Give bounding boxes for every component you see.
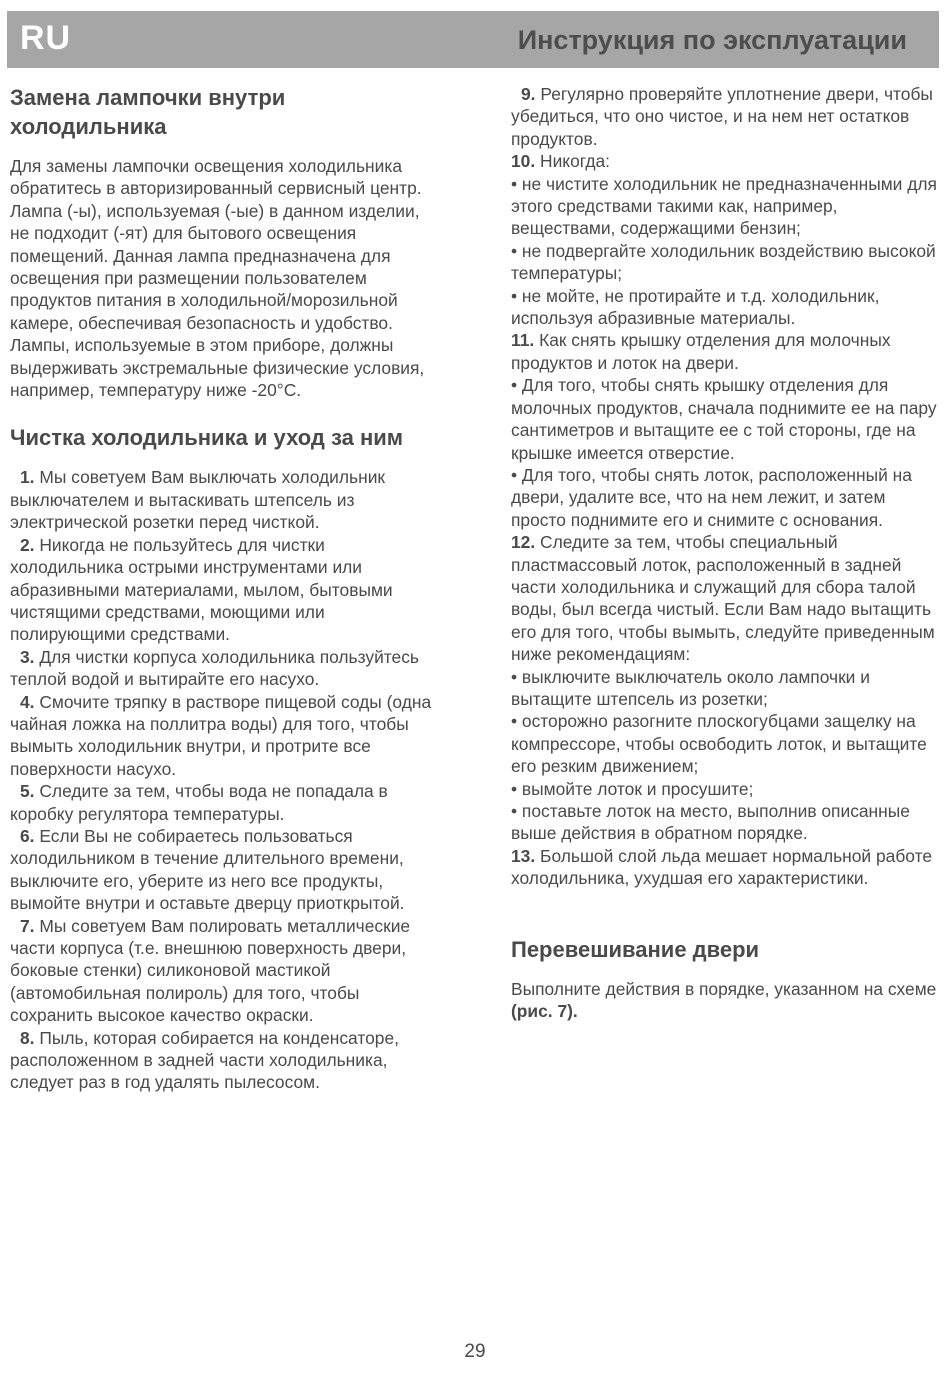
right-column (511, 83, 941, 1022)
section-title-cleaning: Чистка холодильника и уход за ним (10, 425, 404, 451)
left-column (10, 83, 442, 1094)
document-title: Инструкция по эксплуатации (517, 25, 907, 55)
bullet-item: • выключите выключатель около лампочки и вытащите штепсель из розетки; (511, 666, 870, 709)
page-header (7, 11, 939, 68)
bullet-item: • поставьте лоток на место, выполнив описанные выше действия в обратном порядке. (511, 801, 910, 844)
section-title-door: Перевешивание двери (511, 936, 760, 962)
list-item: 10. Никогда: (511, 151, 610, 172)
bullet-item: • вымойте лоток и просушите; (511, 778, 754, 799)
list-item: 8. Пыль, которая собирается на конденсаторе, расположенном в задней части холодильника, следует раз в год удалять пылесосом. (10, 1027, 399, 1093)
list-item: 1. Мы советуем Вам выключать холодильник выключателем и вытаскивать штепсель из электрической розетки перед чисткой. (10, 467, 386, 533)
list-item: 6. Если Вы не собираетесь пользоваться холодильником в течение длительного времени, выключите его, уберите из него все продукты, вымойте внутри и оставьте дверцу приоткрытой. (10, 825, 405, 914)
language-code: RU (20, 19, 72, 57)
figure-reference: (рис. 7). (511, 1001, 578, 1022)
bullet-item: • не подвергайте холодильник воздействию высокой температуры; (511, 240, 936, 284)
section-text-door: Выполните действия в порядке, указанном на схеме (рис. 7). (511, 978, 937, 1022)
list-item: 2. Никогда не пользуйтесь для чистки холодильника острыми инструментами или абразивными материалами, мылом, бытовыми чистящими средствами, моющими или полирующими средствами. (10, 534, 393, 645)
list-item: 11. Как снять крышку отделения для молочных продуктов и лоток на двери. (511, 330, 891, 373)
bullet-item: • не мойте, не протирайте и т.д. холодильник, используя абразивные материалы. (511, 285, 880, 329)
list-item: 12. Следите за тем, чтобы специальный пластмассовый лоток, расположенный в задней части холодильника и служащий для сбора талой воды, был всегда чистый. Если Вам надо вытащить его для того, чтобы вымыть, следуйте приведенным ниже рекомендациям: (511, 532, 935, 665)
list-item: 3. Для чистки корпуса холодильника пользуйтесь теплой водой и вытирайте его насухо. (10, 646, 419, 690)
bullet-item: • осторожно разогните плоскогубцами защелку на компрессоре, чтобы освободить лоток, и вытащите его резким движением; (511, 711, 927, 777)
section-text-lamp: Для замены лампочки освещения холодильника обратитесь в авторизированный сервисный центр. Лампа (-ы), используемая (-ые) в данном изделии, не подходит (-ят) для бытового освещения помещений. Данная лампа предназначена для освещения при размещении пользователем продуктов питания в холодильной/морозильной камере, обеспечивая безопасность и удобство. Лампы, используемые в этом приборе, должны выдерживать экстремальные физические условия, например, температуру ниже -20°C. (10, 156, 425, 401)
bullet-item: • Для того, чтобы снять крышку отделения для молочных продуктов, сначала поднимите ее на пару сантиметров и вытащите ее с той стороны, где на крышке имеется отверстие. (511, 375, 937, 463)
bullet-item: • Для того, чтобы снять лоток, расположенный на двери, удалите все, что на нем лежит, и затем просто поднимите его и снимите с основания. (511, 464, 912, 530)
list-item: 13. Большой слой льда мешает нормальной работе холодильника, ухудшая его характеристики. (511, 845, 933, 889)
section-title-lamp: Замена лампочки внутри холодильника (10, 85, 286, 139)
page-number: 29 (464, 1341, 486, 1362)
list-item: 7. Мы советуем Вам полировать металлические части корпуса (т.е. внешнюю поверхность двери, боковые стенки) силиконовой мастикой (автомобильная полироль) для того, чтобы сохранить высокое качество окраски. (10, 915, 411, 1026)
list-item: 4. Смочите тряпку в растворе пищевой соды (одна чайная ложка на поллитра воды) для того, чтобы вымыть холодильник внутри, и протрите все поверхности насухо. (10, 691, 432, 779)
list-item: 5. Следите за тем, чтобы вода не попадала в коробку регулятора температуры. (10, 781, 388, 824)
bullet-item: • не чистите холодильник не предназначенными для этого средствами такими как, например, веществами, содержащими бензин; (511, 173, 937, 239)
list-item: 9. Регулярно проверяйте уплотнение двери, чтобы убедиться, что оно чистое, и на нем нет остатков продуктов. (511, 84, 933, 149)
cleaning-list (10, 466, 442, 1093)
